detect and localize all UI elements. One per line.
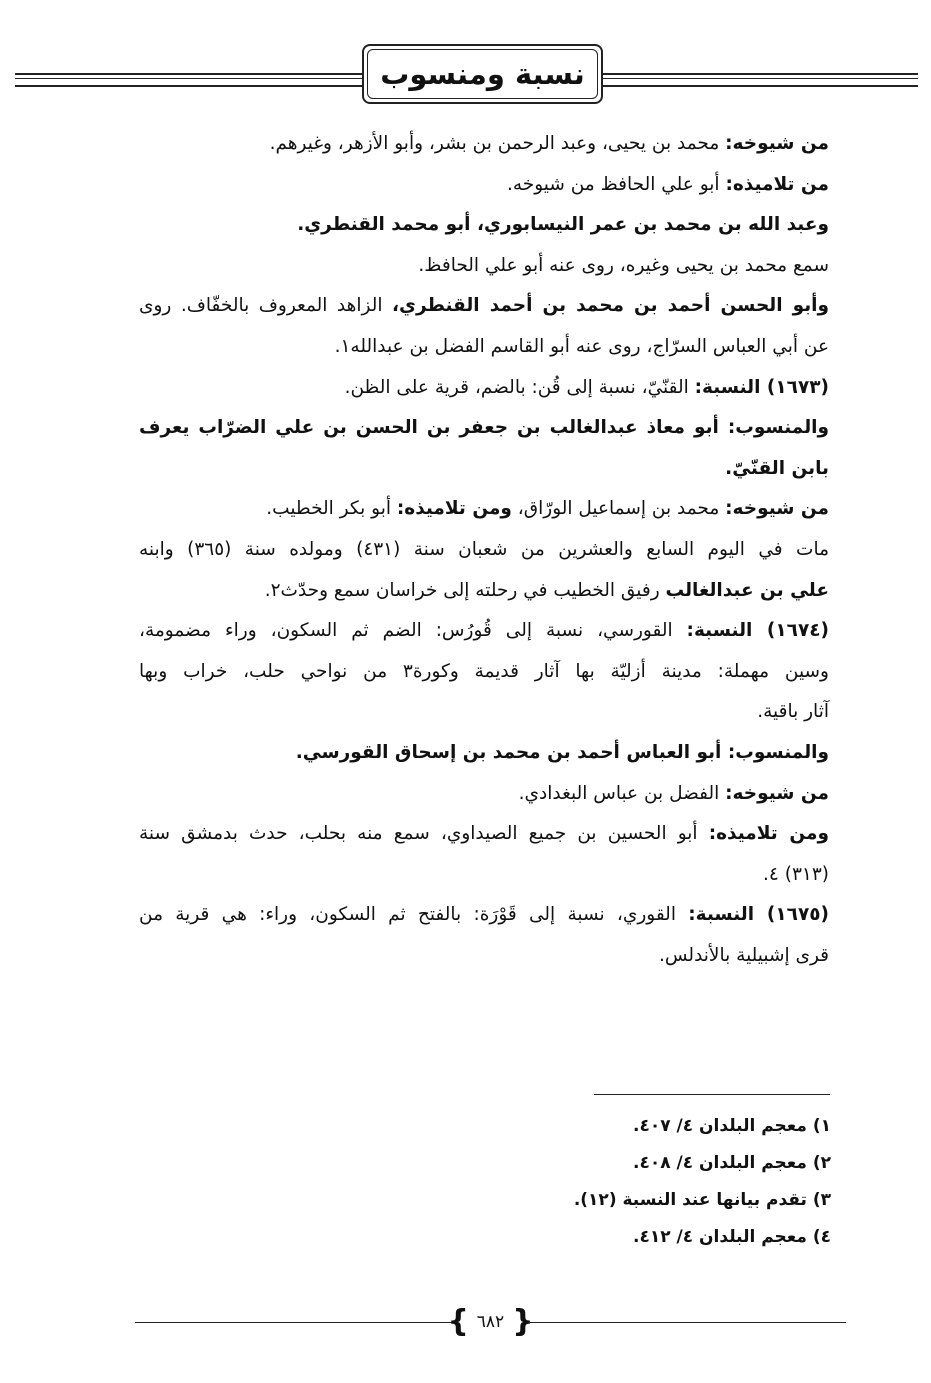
text-run: رفيق الخطيب في رحلته إلى خراسان سمع وحدّث٢. [264,579,666,601]
text-line [139,165,829,206]
text-run: القوري، نسبة إلى قَوْرَة: بالفتح ثم السكون، وراء: هي قرية من [139,904,689,926]
text-line [139,489,829,530]
header-rule-right [603,73,918,87]
bold-text-run: والمنسوب: أبو العباس أحمد بن محمد بن إسحاق القورسي. [295,741,829,763]
header-title-box [362,44,603,104]
page-number-box [447,1304,534,1339]
text-line [139,124,829,165]
brace-right: { [512,1304,534,1339]
bold-text-run: وعبد الله بن محمد بن عمر النيسابوري، أبو محمد القنطري. [297,214,829,236]
text-line [139,611,829,652]
text-run: وسين مهملة: مدينة أزليّة بها آثار قديمة وكورة٣ من نواحي حلب، خراب وبها [139,660,829,682]
text-run: أبو بكر الخطيب. [266,498,397,520]
bold-text-run: من شيوخه: [725,133,829,154]
text-line [139,814,829,855]
text-run: قرى إشبيلية بالأندلس. [658,944,829,966]
bold-text-run: (١٦٧٣) النسبة: [694,376,829,398]
text-run: الفضل بن عباس البغدادي. [518,782,726,804]
text-line [139,327,829,368]
text-run: سمع محمد بن يحيى وغيره، روى عنه أبو علي الحافظ. [418,254,829,276]
text-line [139,408,829,449]
bold-text-run: ومن تلاميذه: [708,823,830,845]
bold-text-run: من شيوخه: [725,498,829,520]
text-run: أبو الحسين بن جميع الصيداوي، سمع منه بحلب، حدث بدمشق سنة [139,823,709,845]
text-line [139,530,829,571]
text-line [139,692,829,733]
text-line [139,571,829,612]
bold-text-run: علي بن عبدالغالب [665,579,829,601]
text-line [139,246,829,287]
text-run: القورسي، نسبة إلى قُورُس: الضم ثم السكون، وراء مضمومة، [139,620,687,642]
footnote-2: ٢) معجم البلدان ٤/ ٤٠٨. [632,1153,831,1173]
page-number: ٦٨٢ [476,1312,505,1332]
bold-text-run: من شيوخه: [725,782,829,804]
header-rule-left [15,73,362,87]
bold-text-run: (١٦٧٤) النسبة: [686,620,829,642]
footer-rule-right [528,1322,846,1323]
text-line [139,733,829,774]
text-line [139,895,829,936]
text-run: الزاهد المعروف بالخفّاف. روى [139,295,392,317]
text-line [139,936,829,977]
text-run: أبو علي الحافظ من شيوخه. [506,173,726,195]
text-run: (٣١٣) ٤. [763,863,829,885]
bold-text-run: والمنسوب: أبو معاذ عبدالغالب بن جعفر بن الحسن بن علي الضرّاب يعرف [139,417,829,439]
footnote-4: ٤) معجم البلدان ٤/ ٤١٢. [632,1227,831,1247]
text-line [139,205,829,246]
bold-text-run: (١٦٧٥) النسبة: [688,904,829,926]
brace-left: } [447,1304,469,1339]
footnote-separator [594,1094,830,1095]
footnotes [431,1108,831,1256]
bold-text-run: وأبو الحسن أحمد بن محمد بن أحمد القنطري، [391,295,829,317]
text-run: القنّيّ، نسبة إلى قُن: بالضم، قرية على الظن. [344,376,695,398]
footnote-1: ١) معجم البلدان ٤/ ٤٠٧. [632,1116,831,1136]
text-run: آثار باقية. [757,701,829,723]
text-line [139,449,829,490]
text-line [139,774,829,815]
bold-text-run: من تلاميذه: [725,173,829,195]
text-run: محمد بن يحيى، وعبد الرحمن بن بشر، وأبو الأزهر، وغيرهم. [269,133,726,154]
footnote-3: ٣) تقدم بيانها عند النسبة (١٢). [573,1190,831,1210]
page-title: نسبة ومنسوب [380,57,585,91]
text-line [139,652,829,693]
bold-text-run: ومن تلاميذه: [396,498,512,520]
text-line [139,855,829,896]
text-run: عن أبي العباس السرّاج، روى عنه أبو القاسم الفضل بن عبدالله١. [334,335,829,357]
text-run: محمد بن إسماعيل الورّاق، [511,498,726,520]
footer-rule-left [135,1322,453,1323]
bold-text-run: بابن القنّيّ. [725,457,829,479]
text-line [139,368,829,409]
text-line [139,286,829,327]
main-text [139,124,829,976]
text-run: مات في اليوم السابع والعشرين من شعبان سنة (٤٣١) ومولده سنة (٣٦٥) وابنه [139,538,829,560]
